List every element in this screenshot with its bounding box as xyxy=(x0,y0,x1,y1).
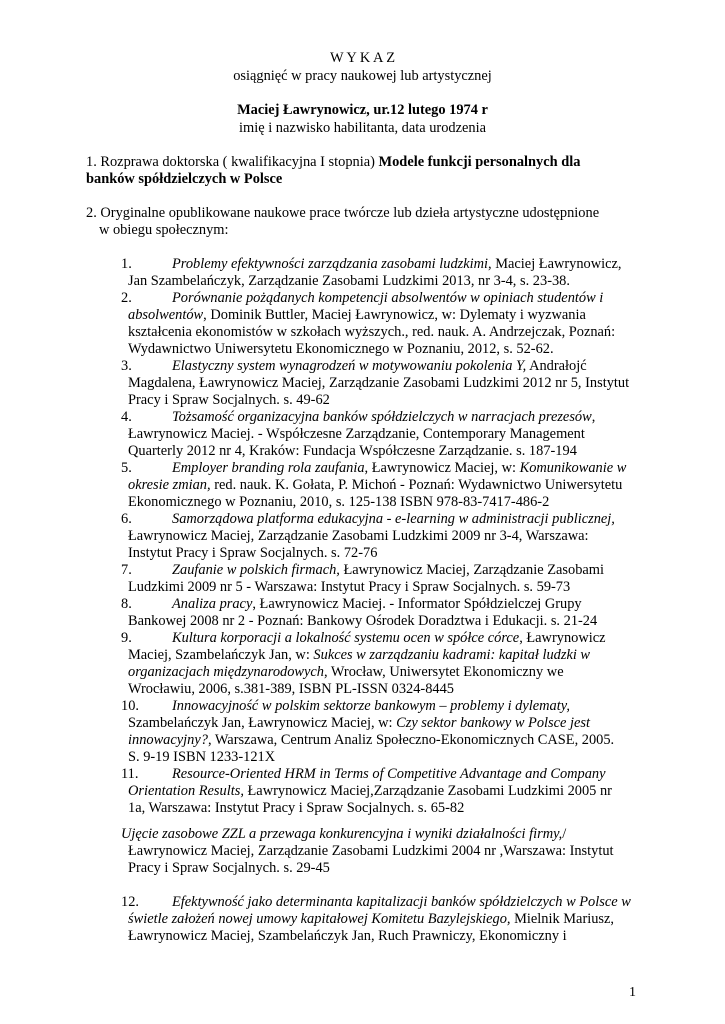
item-number: 5. xyxy=(121,460,132,476)
section2-heading: 2. Oryginalne opublikowane naukowe prace twórcze lub dzieła artystyczne udostępnione xyxy=(86,205,600,221)
text-segment: , Maciej Ławrynowicz, xyxy=(488,256,622,272)
publication-item-line xyxy=(128,860,330,877)
text-segment: Szambelańczyk Jan, Ławrynowicz Maciej, w: xyxy=(128,715,397,731)
publication-item-line xyxy=(128,307,586,324)
text-segment: Jan Szambelańczyk, Zarządzanie Zasobami Ludzkimi 2013, nr 3-4, s. 23-38. xyxy=(128,273,570,289)
publication-item-line xyxy=(128,375,629,392)
publication-item-line xyxy=(172,290,603,307)
text-segment: Zaufanie w polskich firmach, xyxy=(172,562,340,578)
publication-item-line xyxy=(172,698,570,715)
text-segment: Employer branding rola zaufania xyxy=(172,460,365,476)
text-segment: Problemy efektywności zarządzania zasobami ludzkimi xyxy=(172,256,489,272)
publication-item-line xyxy=(172,630,606,647)
publication-item-line xyxy=(128,647,590,664)
section1-prefix: 1. Rozprawa doktorska ( kwalifikacyjna I stopnia) xyxy=(86,154,379,170)
item-number: 7. xyxy=(121,562,132,578)
publication-item-line xyxy=(172,894,631,911)
text-segment: Analiza pracy xyxy=(172,596,253,612)
section1-title-part1: Modele funkcji personalnych dla xyxy=(378,154,581,170)
publication-item-line xyxy=(128,800,464,817)
text-segment: , Ławrynowicz Maciej, w: xyxy=(364,460,520,476)
text-segment: Andrałojć xyxy=(526,358,587,374)
publication-item-line xyxy=(128,426,585,443)
text-segment: Kultura korporacji a lokalność systemu ocen w spółce córce xyxy=(172,630,520,646)
item-number: 2. xyxy=(121,290,132,306)
text-segment: Resource-Oriented HRM in Terms of Competitive Advantage and Company xyxy=(172,766,606,782)
text-segment: Samorządowa platforma edukacyjna - e-learning w administracji publicznej, xyxy=(172,511,615,527)
text-segment: Instytut Pracy i Spraw Socjalnych. s. 72-76 xyxy=(128,545,378,561)
publication-item-line xyxy=(128,324,615,341)
text-segment: Ławrynowicz Maciej, Szambelańczyk Jan, Ruch Prawniczy, Ekonomiczny i xyxy=(128,928,567,944)
section1-line1 xyxy=(86,154,580,171)
text-segment: Ławrynowicz Maciej, Zarządzanie Zasobami Ludzkimi 2009 nr 3-4, Warszawa: xyxy=(128,528,589,544)
publication-item-line xyxy=(128,528,589,545)
publication-item-line xyxy=(172,562,604,579)
publication-item-line xyxy=(128,443,577,460)
publication-item-line xyxy=(172,409,595,426)
publication-item-line xyxy=(121,826,566,843)
text-segment: red. nauk. K. Gołata, P. Michoń - Poznań: Wydawnictwo Uniwersytetu xyxy=(210,477,623,493)
text-segment: Pracy i Spraw Socjalnych. s. 49-62 xyxy=(128,392,330,408)
text-segment: Wrocławiu, 2006, s.381-389, ISBN PL-ISSN 0324-8445 xyxy=(128,681,454,697)
text-segment: Bankowej 2008 nr 2 - Poznań: Bankowy Ośrodek Doradztwa i Edukacji. s. 21-24 xyxy=(128,613,598,629)
text-segment: Sukces w zarządzaniu kadrami: kapitał ludzki w xyxy=(313,647,591,663)
text-segment: Maciej, Szambelańczyk Jan, w: xyxy=(128,647,314,663)
text-segment: Quarterly 2012 nr 4, Kraków: Fundacja Współczesne Zarządzanie. s. 187-194 xyxy=(128,443,577,459)
publication-item-line xyxy=(128,928,567,945)
publication-item-line xyxy=(172,460,626,477)
text-segment: Efektywność jako determinanta kapitalizacji banków spółdzielczych w Polsce w xyxy=(172,894,631,910)
text-segment: Magdalena, Ławrynowicz Maciej, Zarządzanie Zasobami Ludzkimi 2012 nr 5, Instytut xyxy=(128,375,630,391)
item-number: 1. xyxy=(121,256,132,272)
text-segment: innowacyjny? xyxy=(128,732,208,748)
text-segment: absolwentów xyxy=(128,307,204,323)
text-segment: Pracy i Spraw Socjalnych. s. 29-45 xyxy=(128,860,330,876)
text-segment: Tożsamość organizacyjna banków spółdzielczych w narracjach prezesów xyxy=(172,409,592,425)
text-segment: Komunikowanie w xyxy=(519,460,627,476)
text-segment: okresie zmian, xyxy=(128,477,211,493)
text-segment: , xyxy=(591,409,596,425)
text-segment: Orientation Results, xyxy=(128,783,244,799)
text-segment: Mielnik Mariusz, xyxy=(510,911,615,927)
publication-item-line xyxy=(128,664,564,681)
section2-heading-cont: w obiegu społecznym: xyxy=(99,222,229,238)
author-line: Maciej Ławrynowicz, ur.12 lutego 1974 r xyxy=(237,102,488,118)
item-number: 8. xyxy=(121,596,132,612)
text-segment: S. 9-19 ISBN 1233-121X xyxy=(128,749,276,765)
author-caption: imię i nazwisko habilitanta, data urodzenia xyxy=(239,120,486,136)
text-segment: Elastyczny system wynagrodzeń w motywowaniu pokolenia Y, xyxy=(172,358,527,374)
publication-item-line xyxy=(128,477,622,494)
item-number: 11. xyxy=(121,766,139,782)
text-segment: , Ławrynowicz xyxy=(519,630,606,646)
publication-item-line xyxy=(128,715,590,732)
publication-item-line xyxy=(128,494,549,511)
publication-item-line xyxy=(128,843,614,860)
publication-item-line xyxy=(128,341,554,358)
publication-item-line xyxy=(172,358,587,375)
text-segment: Innowacyjność w polskim sektorze bankowym – problemy i dylematy, xyxy=(172,698,570,714)
publication-item-line xyxy=(128,273,570,290)
publication-item-line xyxy=(128,579,570,596)
text-segment: Ławrynowicz Maciej,Zarządzanie Zasobami Ludzkimi 2005 nr xyxy=(243,783,612,799)
text-segment: 1a, Warszawa: Instytut Pracy i Spraw Socjalnych. s. 65-82 xyxy=(128,800,465,816)
text-segment: Ujęcie zasobowe ZZL a przewaga konkurencyjna i wyniki działalności firmy, xyxy=(121,826,563,842)
text-segment: Ekonomicznego w Poznaniu, 2010, s. 125-138 ISBN 978-83-7417-486-2 xyxy=(128,494,550,510)
text-segment: Wydawnictwo Uniwersytetu Ekonomicznego w Poznaniu, 2012, s. 52-62. xyxy=(128,341,554,357)
text-segment: kształcenia ekonomistów w szkołach wyższych., red. nauk. A. Andrzejczak, Poznań: xyxy=(128,324,616,340)
publication-item-line xyxy=(172,511,615,528)
text-segment: , Dominik Buttler, Maciej Ławrynowicz, w: Dylematy i wyzwania xyxy=(203,307,586,323)
item-number: 3. xyxy=(121,358,132,374)
item-number: 4. xyxy=(121,409,132,425)
text-segment: Ławrynowicz Maciej, Zarządzanie Zasobami xyxy=(339,562,604,578)
publication-item-line xyxy=(172,256,622,273)
publication-item-line xyxy=(128,732,614,749)
publication-item-line xyxy=(128,783,612,800)
section1-title-part2: banków spółdzielczych w Polsce xyxy=(86,171,283,187)
text-segment: , Ławrynowicz Maciej. - Informator Spółdzielczej Grupy xyxy=(252,596,582,612)
document-title: W Y K A Z xyxy=(329,50,396,66)
publication-item-line xyxy=(172,596,582,613)
publication-item-line xyxy=(128,911,614,928)
publication-item-line xyxy=(128,392,330,409)
document-subtitle: osiągnięć w pracy naukowej lub artystycznej xyxy=(233,68,492,84)
publication-item-line xyxy=(128,545,377,562)
text-segment: Czy sektor bankowy w Polsce jest xyxy=(396,715,590,731)
text-segment: Ławrynowicz Maciej. - Współczesne Zarządzanie, Contemporary Management xyxy=(128,426,585,442)
page-number: 1 xyxy=(629,985,636,1000)
text-segment: / xyxy=(562,826,567,842)
publication-item-line xyxy=(128,613,597,630)
text-segment: Porównanie pożądanych kompetencji absolwentów w opiniach studentów i xyxy=(172,290,604,306)
publication-item-line xyxy=(128,749,275,766)
publication-item-line xyxy=(172,766,606,783)
item-number: 6. xyxy=(121,511,132,527)
item-number: 12. xyxy=(121,894,139,910)
publication-item-line xyxy=(128,681,454,698)
text-segment: , Wrocław, Uniwersytet Ekonomiczny we xyxy=(323,664,564,680)
text-segment: , Warszawa, Centrum Analiz Społeczno-Ekonomicznych CASE, 2005. xyxy=(207,732,615,748)
item-number: 9. xyxy=(121,630,132,646)
item-number: 10. xyxy=(121,698,139,714)
text-segment: organizacjach międzynarodowych xyxy=(128,664,324,680)
text-segment: Ławrynowicz Maciej, Zarządzanie Zasobami Ludzkimi 2004 nr ,Warszawa: Instytut xyxy=(128,843,614,859)
text-segment: świetle założeń nowej umowy kapitałowej Komitetu Bazylejskiego, xyxy=(128,911,511,927)
text-segment: Ludzkimi 2009 nr 5 - Warszawa: Instytut Pracy i Spraw Socjalnych. s. 59-73 xyxy=(128,579,571,595)
